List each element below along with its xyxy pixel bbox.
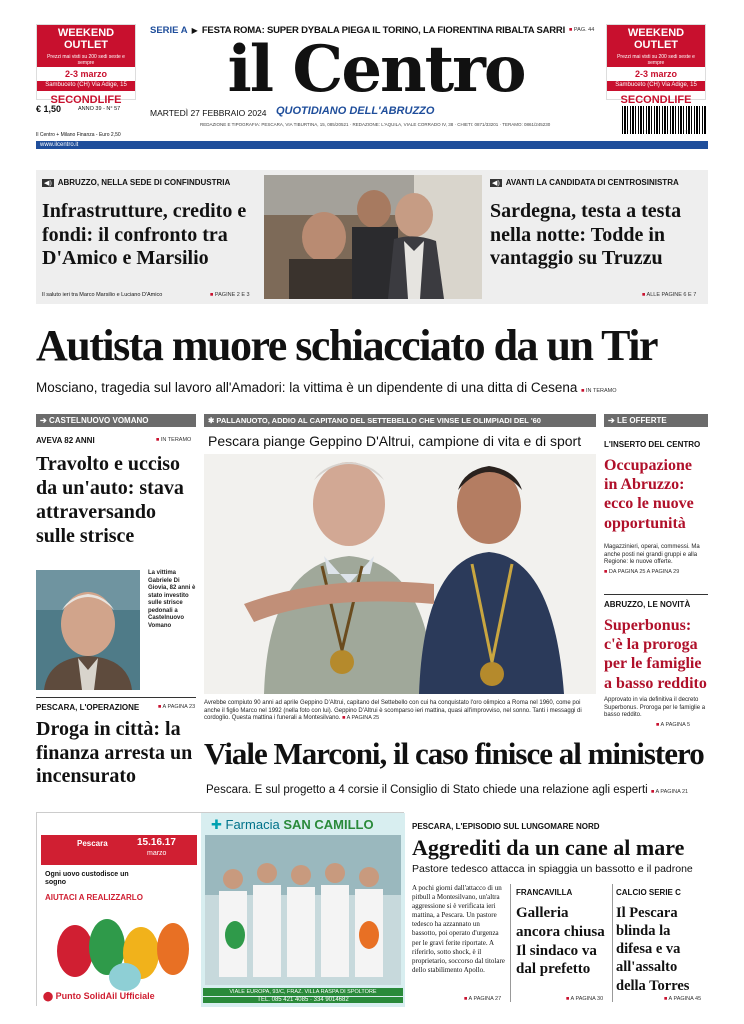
ad-right-mid: Prezzi mai visti su 200 sedi seste e sempre (607, 53, 705, 67)
top-photo (264, 175, 482, 299)
center-caption-text: Avrebbe compiuto 90 anni ad aprile Geppino D'Altrui, capitano del Settebello con cui ha conquistato l'oro olimpico a Roma nel 1960, come poi anche il figlio Marco nel 1992 (nella foto con lui). Geppino D'Altrui è scomparso ieri mattina, quasi all'improvviso, nel sonno. Tanti i messaggi di cordoglio. Questa mattina i funerali a Montesilvano. (204, 700, 582, 721)
masthead-date: MARTEDÌ 27 FEBBRAIO 2024 (150, 108, 267, 118)
right-headline2[interactable]: Superbonus: c'è la proroga per le famiglie a basso reddito (604, 617, 707, 692)
center-sub2: Pescara. E sul progetto a 4 corsie il Consiglio di Stato chiede una relazione agli esperti (206, 784, 648, 796)
center-headline2[interactable]: Viale Marconi, il caso finisce al ministero (204, 736, 704, 771)
center-kicker: PALLANUOTO, ADDIO AL CAPITANO DEL SETTEBELLO CHE VINSE LE OLIMPIADI DEL '60 (216, 416, 541, 425)
ad-left-mid: Prezzi mai visti su 200 sedi seste e sempre (37, 53, 135, 67)
speaker-icon: ◀) (44, 178, 52, 187)
ticker-arrow-icon: ▶ (191, 25, 198, 35)
br-headline3[interactable]: Il Pescara blinda la difesa e va all'assalto della Torres (616, 905, 690, 994)
right-section-bar (604, 414, 708, 427)
top-left-ref: ■ PAGINE 2 E 3 (210, 292, 250, 298)
right-section: LE OFFERTE (616, 416, 667, 425)
website-bar[interactable] (36, 141, 708, 149)
top-right-ref: ■ ALLE PAGINE 6 E 7 (642, 292, 696, 298)
lead-ref: ■ IN TERAMO (581, 388, 616, 394)
br-kicker: PESCARA, L'EPISODIO SUL LUNGOMARE NORD (412, 822, 600, 831)
masthead-promo: Il Centro + Milano Finanza - Euro 2,50 (36, 132, 121, 138)
ad-bottom-address: VIALE EUROPA, 93/C, FRAZ. VILLA RASPA DI SPOLTORE (203, 988, 403, 996)
ad-left-brand: SECONDLIFE (50, 94, 122, 106)
lead-headline[interactable]: Autista muore schiacciato da un Tir (36, 321, 657, 370)
left-section: CASTELNUOVO VOMANO (48, 416, 149, 425)
left-arrow-icon: ➔ (40, 416, 49, 425)
ad-bottom-phone: TEL. 085 421 4085 · 334 9014682 (203, 997, 403, 1003)
ticker-text: FESTA ROMA: SUPER DYBALA PIEGA IL TORINO, LA FIORENTINA RIBALTA SARRI (201, 24, 566, 36)
right-ref2: ■ A PAGINA 5 (656, 722, 690, 728)
br-headline2[interactable]: Galleria ancora chiusa Il sindaco va dal prefetto (516, 905, 605, 978)
left-kicker2: PESCARA, L'OPERAZIONE (36, 703, 140, 712)
top-left-headline[interactable]: Infrastrutture, credito e fondi: il confronto tra D'Amico e Marsilio (42, 200, 247, 270)
right-headline[interactable]: Occupazione in Abruzzo: ecco le nuove opportunità (604, 457, 694, 532)
ad-right-top: WEEKEND OUTLET (607, 25, 705, 53)
ticker-tag: SERIE A (150, 24, 188, 36)
right-ref: ■ DA PAGINA 25 A PAGINA 29 (604, 569, 708, 575)
center-caption (204, 700, 596, 723)
ad-bottom-city: Pescara (77, 839, 108, 848)
easter-eggs-icon (45, 907, 195, 991)
masthead-title: il Centro (227, 32, 525, 107)
br-col3-divider (612, 884, 613, 1002)
right-arrow-icon: ➔ (608, 416, 617, 425)
ad-left-top: WEEKEND OUTLET (37, 25, 135, 53)
right-body: Magazzinieri, operai, commessi. Ma anche posti nei grandi gruppi e alla Regione: le nuove offerte. (604, 544, 700, 565)
top-right-kicker: ◀) AVANTI LA CANDIDATA DI CENTROSINISTRA (492, 178, 679, 187)
br-ref3: ■ A PAGINA 45 (664, 996, 701, 1002)
ad-left-date: 2-3 marzo (51, 69, 121, 79)
center-kicker-bar (204, 414, 596, 427)
center-ref2: ■ A PAGINA 21 (651, 789, 688, 795)
center-sub2-wrap (206, 784, 689, 796)
ad-bottom-point: ⬤ Punto SolidAil Ufficiale (43, 991, 155, 1001)
barcode (622, 106, 706, 134)
ad-right[interactable] (606, 24, 706, 106)
left-kicker: AVEVA 82 ANNI (36, 436, 95, 445)
ad-left[interactable] (36, 24, 136, 106)
br-ref: ■ A PAGINA 27 (464, 996, 501, 1002)
masthead-price: € 1,50 (36, 104, 62, 114)
br-sub: Pastore tedesco attacca in spiaggia un bassotto e il padrone (412, 863, 693, 875)
ad-bottom-month: marzo (147, 850, 167, 857)
br-kicker2: FRANCAVILLA (516, 888, 573, 897)
br-col2-divider (510, 884, 511, 1002)
center-photo (204, 454, 596, 694)
ad-bottom[interactable] (36, 812, 404, 1006)
ad-bottom-call: AIUTACI A REALIZZARLO (45, 893, 143, 902)
top-left-kicker: ◀) ABRUZZO, NELLA SEDE DI CONFINDUSTRIA (44, 178, 231, 187)
left-ref2: ■ A PAGINA 23 (158, 704, 195, 710)
ad-right-date: 2-3 marzo (621, 69, 691, 79)
ticker-ref: ■ PAG. 44 (569, 27, 594, 33)
lead-sub-wrap (36, 380, 708, 395)
star-icon: ✱ (208, 416, 217, 425)
center-ref: ■ A PAGINA 25 (342, 715, 379, 721)
masthead-legal: REDAZIONE E TIPOGRAFIA: PESCARA, VIA TIBURTINA, 15, 085/20521 · REDAZIONE: L'AQUILA, VIALE CORRADO IV, 38 · CHIETI: 0871/33201 · TERAMO: 0861/245230 (200, 122, 551, 127)
left-caption: La vittima Gabriele Di Giovia, 82 anni è stato investito sulle strisce pedonali a Castelnuovo Vomano (148, 570, 196, 629)
ad-bottom-days: 15.16.17 (137, 837, 176, 848)
top-right-headline[interactable]: Sardegna, testa a testa nella notte: Todde in vantaggio su Truzzu (490, 200, 682, 270)
ad-right-brand: SECONDLIFE (620, 94, 692, 106)
ad-left-loc: Sambuceto (CH) Via Adige, 15 (37, 81, 135, 91)
top-left-caption: Il saluto ieri tra Marco Marsilio e Luciano D'Amico (42, 292, 163, 298)
lead-sub: Mosciano, tragedia sul lavoro all'Amadori: la vittima è un dipendente di una ditta di Cesena (36, 380, 578, 395)
pharmacy-name: ✚ Farmacia SAN CAMILLO (211, 817, 374, 832)
right-kicker: L'INSERTO DEL CENTRO (604, 440, 701, 449)
right-divider (604, 594, 708, 595)
left-divider (36, 697, 196, 698)
left-headline2[interactable]: Droga in città: la finanza arresta un incensurato (36, 718, 193, 788)
pharmacy-staff-photo (205, 835, 401, 985)
masthead-subtitle: QUOTIDIANO DELL'ABRUZZO (276, 105, 435, 117)
br-headline[interactable]: Aggrediti da un cane al mare (412, 835, 685, 860)
left-photo (36, 570, 140, 690)
pharmacy-cross-icon: ✚ (211, 817, 226, 832)
br-body: A pochi giorni dall'attacco di un pitbull a Montesilvano, un'altra aggressione si è verificata ieri mattina, a Pescara. Un pastore tedesco ha azzannato un bassotto, poi operato d'urgenza per le gravi ferite riportate. A riferirlo, sotto shock, è il proprietario, soccorso dal titolare dello stabilimento Apollo. (412, 884, 505, 974)
website-link[interactable]: www.ilcentro.it (40, 142, 79, 148)
right-body2: Approvato in via definitiva il decreto Superbonus. Proroga per le famiglie a basso reddito. (604, 697, 706, 718)
pin-icon: ⬤ (43, 991, 56, 1001)
masthead-issue: ANNO 39 - N° 57 (78, 106, 121, 112)
br-kicker3: CALCIO SERIE C (616, 888, 681, 897)
right-kicker2: ABRUZZO, LE NOVITÀ (604, 600, 691, 609)
ad-right-loc: Sambuceto (CH) Via Adige, 15 (607, 81, 705, 91)
speaker-icon-2: ◀) (492, 178, 500, 187)
left-section-bar (36, 414, 196, 427)
br-ref2: ■ A PAGINA 30 (566, 996, 603, 1002)
ad-bottom-slogan: Ogni uovo custodisce un sogno (45, 871, 129, 887)
left-headline[interactable]: Travolto e ucciso da un'auto: stava attraversando sulle strisce (36, 453, 184, 547)
left-ref: ■ IN TERAMO (156, 437, 191, 443)
center-headline[interactable]: Pescara piange Geppino D'Altrui, campione di vita e di sport (208, 433, 582, 449)
